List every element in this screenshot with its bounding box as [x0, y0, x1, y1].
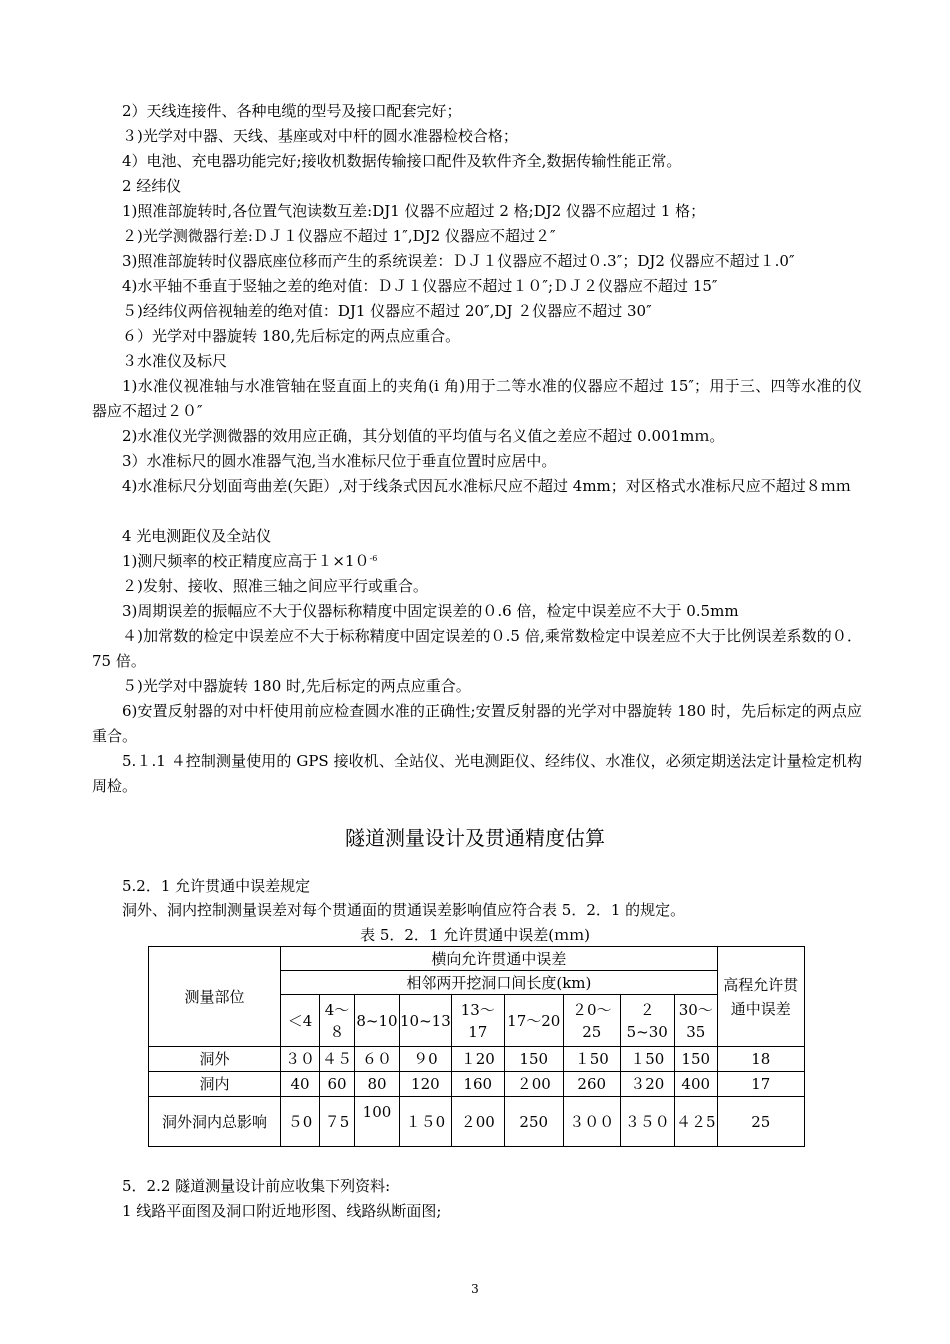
paragraph: 6)安置反射器的对中杆使用前应检查圆水准的正确性;安置反射器的光学对中器旋转 180 时，先后标定的两点应重合。: [92, 702, 862, 745]
range-cell: 8~10: [355, 995, 400, 1047]
paragraph: 5.１.1 ４控制测量使用的 GPS 接收机、全站仪、光电测距仪、经纬仪、水准仪，必须定期送法定计量检定机构周检。: [92, 752, 862, 795]
table-cell: ３０: [281, 1047, 320, 1072]
section-heading: 隧道测量设计及贯通精度估算: [345, 826, 605, 850]
table-cell: ６０: [355, 1047, 400, 1072]
text-line: [122, 551, 377, 571]
table-row: [149, 1072, 805, 1097]
text-line: 1)照准部旋转时,各位置气泡读数互差:DJ1 仪器不应超过 2 格;DJ2 仪器不应超过 1 格；: [122, 202, 706, 220]
paragraph: ４)加常数的检定中误差应不大于标称精度中固定误差的０.5 倍,乘常数检定中误差应不大于比例误差系数的０．75 倍。: [92, 627, 862, 670]
range-cell: ２0～25: [563, 995, 620, 1047]
text-line: ３水准仪及标尺: [122, 352, 228, 370]
table-cell: 25: [717, 1097, 804, 1147]
table-cell: 100: [355, 1097, 400, 1147]
text-line: ２)光学测微器行差:ＤＪ１仪器应不超过 1″,DJ2 仪器应不超过２″: [122, 227, 556, 245]
range-cell: 4～８: [320, 995, 355, 1047]
text-line: 5．2.2 隧道测量设计前应收集下列资料:: [122, 1177, 391, 1195]
table-cell: ９0: [400, 1047, 452, 1072]
table-cell: ７5: [320, 1097, 355, 1147]
text-line: ３)光学对中器、天线、基座或对中杆的圆水准器检校合格；: [122, 127, 518, 145]
table-caption: 表 5．2．1 允许贯通中误差(ｍｍ): [360, 926, 590, 944]
text-line: ５)光学对中器旋转 180 时,先后标定的两点应重合。: [122, 677, 471, 695]
range-cell: 13～17: [451, 995, 504, 1047]
table-cell: １50: [563, 1047, 620, 1072]
text-line: ６）光学对中器旋转 180,先后标定的两点应重合。: [122, 327, 461, 345]
table-cell: 260: [563, 1072, 620, 1097]
text-line: 1 线路平面图及洞口附近地形图、线路纵断面图;: [122, 1202, 442, 1220]
text-line: 4 光电测距仪及全站仪: [122, 527, 272, 545]
page-number: 3: [471, 1282, 479, 1296]
row-label: 洞内: [149, 1072, 281, 1097]
text-line: 3）水准标尺的圆水准器气泡,当水准标尺位于垂直位置时应居中。: [122, 452, 557, 470]
text-line: ２)发射、接收、照准三轴之间应平行或重合。: [122, 577, 428, 595]
table-cell: １５0: [400, 1097, 452, 1147]
text-line: 洞外、洞内控制测量误差对每个贯通面的贯通误差影响值应符合表 5．2．1 的规定。: [122, 901, 686, 919]
table-cell: 150: [674, 1047, 717, 1072]
range-cell: ＜4: [281, 995, 320, 1047]
table-cell: 400: [674, 1072, 717, 1097]
paragraph: 4)水准标尺分划面弯曲差(矢距）,对于线条式因瓦水准标尺应不超过 4mm；对区格式水准标尺应不超过８ｍｍ: [122, 477, 851, 495]
text-line: 2 经纬仪: [122, 177, 182, 195]
range-cell: ２5~30: [620, 995, 674, 1047]
header-cell: 相邻两开挖洞口间长度(km): [281, 971, 718, 995]
table-cell: ３００: [563, 1097, 620, 1147]
text-line: 4）电池、充电器功能完好;接收机数据传输接口配件及软件齐全,数据传输性能正常。: [122, 152, 682, 170]
range-cell: 30～35: [674, 995, 717, 1047]
text-line: 3)照准部旋转时仪器底座位移而产生的系统误差：ＤＪ１仪器应不超过０.3″；DJ2 仪器应不超过１.0″: [122, 252, 795, 270]
table-header-row: [149, 947, 805, 971]
table-cell: 250: [504, 1097, 563, 1147]
text-line: 3)周期误差的振幅应不大于仪器标称精度中固定误差的０.6 倍，检定中误差应不大于 0.5mm: [122, 602, 739, 620]
text-line: 2)水准仪光学测微器的效用应正确，其分划值的平均值与名义值之差应不超过 0.001mｍ。: [122, 427, 725, 445]
header-cell: 测量部位: [149, 947, 281, 1047]
table-cell: 60: [320, 1072, 355, 1097]
table-cell: １20: [451, 1047, 504, 1072]
text-line: 4)水平轴不垂直于竖轴之差的绝对值：ＤＪ１仪器应不超过１０″;ＤＪ２仪器应不超过 15″: [122, 277, 718, 295]
subsection-title: 5.2．1 允许贯通中误差规定: [122, 877, 311, 895]
text-line: ５)经纬仪两倍视轴差的绝对值：DJ1 仪器应不超过 20″,DJ ２仪器应不超过 30″: [122, 302, 652, 320]
table-row: [149, 1097, 805, 1147]
range-cell: 10~13: [400, 995, 452, 1047]
table-cell: ３５０: [620, 1097, 674, 1147]
header-cell: 高程允许贯通中误差: [717, 947, 804, 1047]
row-label: 洞外: [149, 1047, 281, 1072]
table-cell: ４５: [320, 1047, 355, 1072]
table-cell: 17: [717, 1072, 804, 1097]
table-cell: 80: [355, 1072, 400, 1097]
table-cell: ２00: [504, 1072, 563, 1097]
table-cell: ３20: [620, 1072, 674, 1097]
range-cell: 17～20: [504, 995, 563, 1047]
text-span: 1)测尺频率的校正精度应高于１×1０: [122, 552, 370, 570]
table-cell: 120: [400, 1072, 452, 1097]
superscript: -6: [369, 554, 378, 563]
error-table: [148, 946, 805, 1147]
table-cell: ５0: [281, 1097, 320, 1147]
table-row: [149, 1047, 805, 1072]
table-cell: １50: [620, 1047, 674, 1072]
row-label: 洞外洞内总影响: [149, 1097, 281, 1147]
table-cell: 160: [451, 1072, 504, 1097]
text-line: 2）天线连接件、各种电缆的型号及接口配套完好；: [122, 102, 462, 120]
header-cell: 横向允许贯通中误差: [281, 947, 718, 971]
paragraph: 1)水准仪视准轴与水准管轴在竖直面上的夹角(i 角)用于二等水准的仪器应不超过 15″；用于三、四等水准的仪器应不超过２０″: [92, 377, 862, 420]
table-cell: ２00: [451, 1097, 504, 1147]
table-cell: 40: [281, 1072, 320, 1097]
table-cell: 18: [717, 1047, 804, 1072]
table-cell: ４２5: [674, 1097, 717, 1147]
table-cell: 150: [504, 1047, 563, 1072]
